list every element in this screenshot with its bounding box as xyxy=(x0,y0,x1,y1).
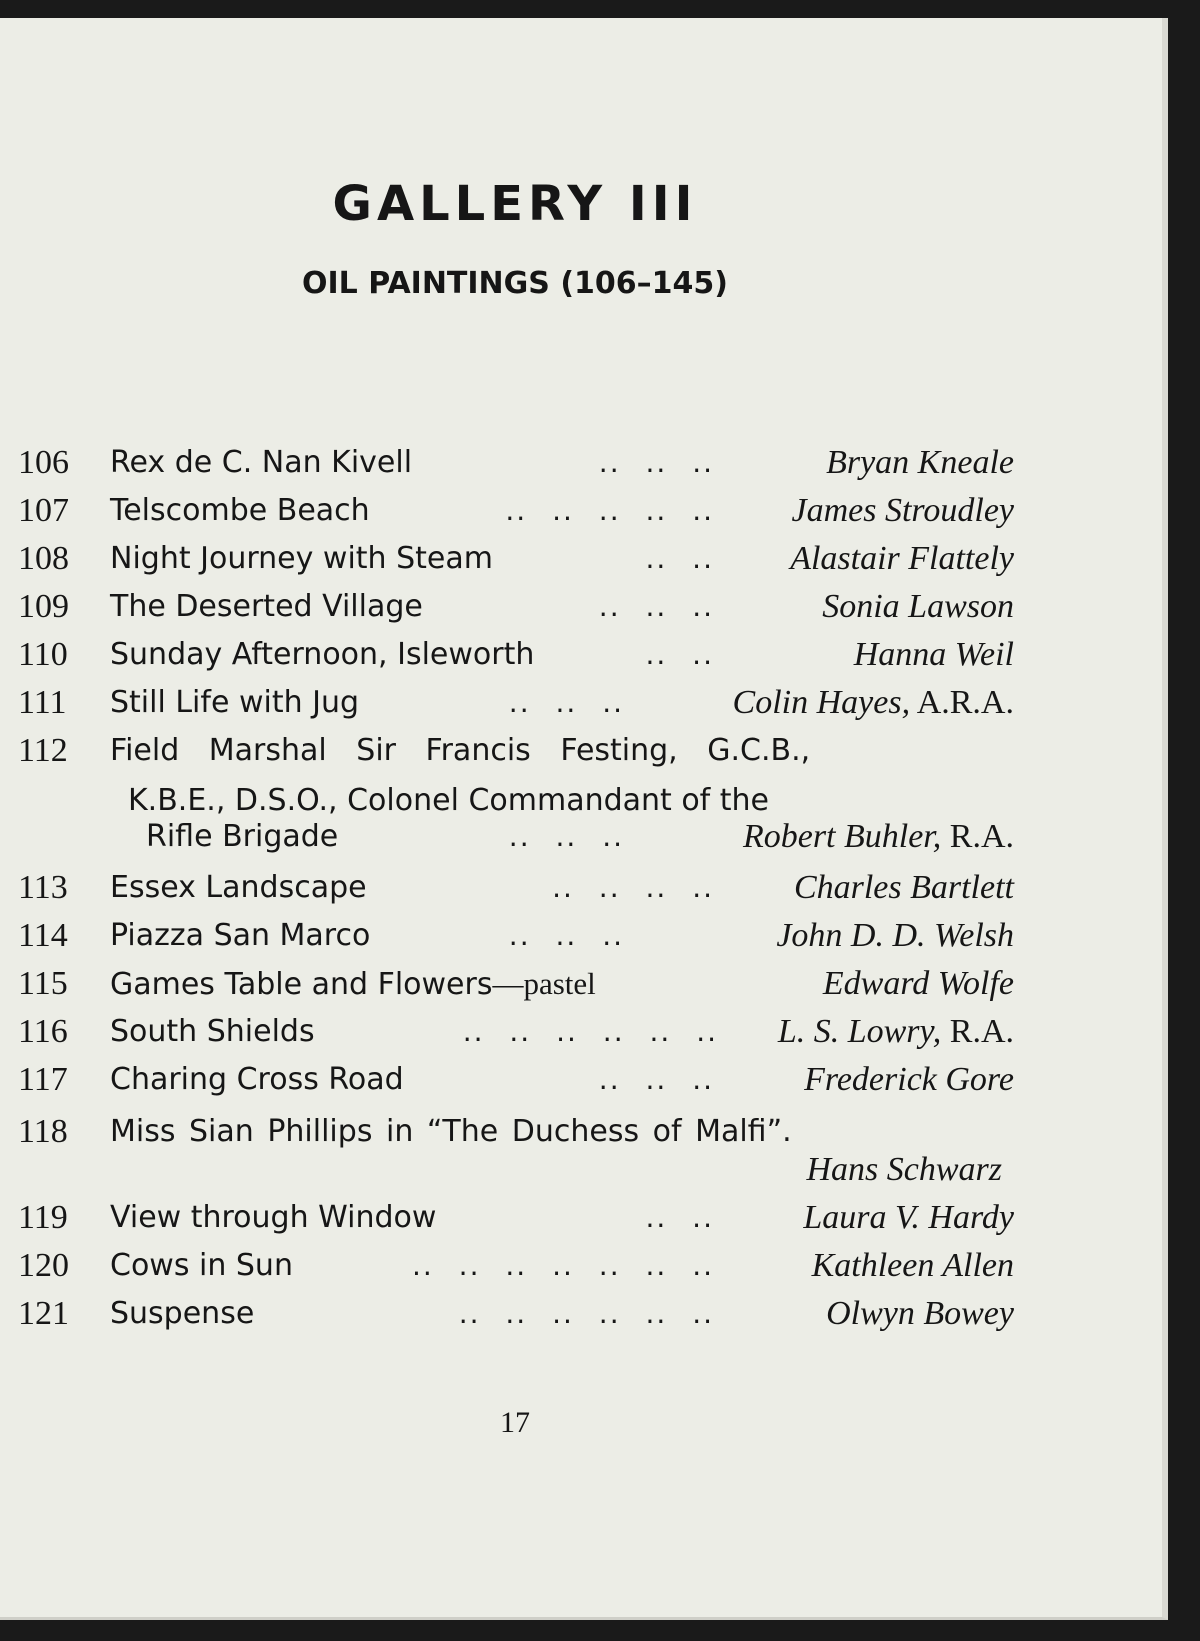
entry-number: 119 xyxy=(18,1199,68,1236)
catalogue-entry-115 xyxy=(18,960,1014,1008)
entry-artist: Alastair Flattely xyxy=(790,540,1014,577)
entry-number: 118 xyxy=(18,1113,68,1150)
leader-dots: .. .. xyxy=(645,638,714,671)
entry-number: 113 xyxy=(18,869,68,906)
entry-artist: Bryan Kneale xyxy=(826,444,1014,481)
leader-dots: .. .. xyxy=(645,542,714,575)
entry-number: 116 xyxy=(18,1013,68,1050)
entry-title-continued: Rifle Brigade xyxy=(146,819,339,854)
leader-dots: .. .. .. .. .. .. xyxy=(462,1015,718,1048)
leader-dots: .. .. .. xyxy=(598,590,714,623)
catalogue-entry-110 xyxy=(18,631,1014,679)
catalogue-entry-107 xyxy=(18,487,1014,535)
catalogue-entry-108 xyxy=(18,535,1014,583)
entry-artist: Robert Buhler, R.A. xyxy=(742,818,1014,855)
catalogue-entry-112-last-line xyxy=(18,813,1014,861)
entry-title: View through Window xyxy=(110,1200,437,1235)
entry-title: Essex Landscape xyxy=(110,870,367,905)
catalogue-entry-112 xyxy=(18,727,1014,775)
gallery-heading: GALLERY III xyxy=(332,176,698,232)
entry-title: Miss Sian Phillips in “The Duchess of Malfi”. xyxy=(110,1114,792,1149)
entry-title: The Deserted Village xyxy=(110,589,423,624)
leader-dots: .. .. .. xyxy=(508,919,624,952)
entry-number: 114 xyxy=(18,917,68,954)
entry-artist: Laura V. Hardy xyxy=(803,1199,1014,1236)
catalogue-entry-120 xyxy=(18,1242,1014,1290)
entry-title: Field Marshal Sir Francis Festing, G.C.B., xyxy=(110,733,811,768)
leader-dots: .. .. .. xyxy=(598,446,714,479)
entry-artist: Colin Hayes, A.R.A. xyxy=(732,684,1014,721)
catalogue-page xyxy=(0,18,1168,1620)
entry-artist: James Stroudley xyxy=(791,492,1014,529)
entry-title: Games Table and Flowers—pastel xyxy=(110,966,596,1002)
catalogue-entry-114 xyxy=(18,912,1014,960)
entry-number: 115 xyxy=(18,965,68,1002)
entry-medium: —pastel xyxy=(492,966,596,1001)
leader-dots: .. .. .. .. .. .. xyxy=(458,1297,714,1330)
entry-title: Telscombe Beach xyxy=(110,493,370,528)
entry-title: Rex de C. Nan Kivell xyxy=(110,445,413,480)
leader-dots: .. .. xyxy=(645,1201,714,1234)
catalogue-entry-109 xyxy=(18,583,1014,631)
entry-artist: L. S. Lowry, R.A. xyxy=(777,1013,1014,1050)
page-number: 17 xyxy=(500,1406,530,1439)
entry-artist: Hans Schwarz xyxy=(806,1151,1002,1188)
entry-number: 117 xyxy=(18,1061,68,1098)
catalogue-entry-116 xyxy=(18,1008,1014,1056)
entry-number: 121 xyxy=(18,1295,69,1332)
entry-number: 111 xyxy=(18,684,67,721)
entry-artist: Frederick Gore xyxy=(804,1061,1014,1098)
catalogue-list xyxy=(0,18,1168,1620)
entry-artist: Kathleen Allen xyxy=(811,1247,1014,1284)
catalogue-entry-113 xyxy=(18,864,1014,912)
entry-artist: Edward Wolfe xyxy=(822,965,1014,1002)
catalogue-entry-119 xyxy=(18,1194,1014,1242)
leader-dots: .. .. .. xyxy=(508,820,624,853)
entry-title: Suspense xyxy=(110,1296,255,1331)
leader-dots: .. .. .. xyxy=(508,686,624,719)
catalogue-entry-106 xyxy=(18,439,1014,487)
leader-dots: .. .. .. xyxy=(598,1063,714,1096)
entry-title: Night Journey with Steam xyxy=(110,541,493,576)
entry-artist: Charles Bartlett xyxy=(793,869,1014,906)
entry-number: 110 xyxy=(18,636,68,673)
entry-artist: John D. D. Welsh xyxy=(776,917,1014,954)
leader-dots: .. .. .. .. xyxy=(552,871,714,904)
section-subheading: OIL PAINTINGS (106–145) xyxy=(301,266,729,301)
entry-number: 112 xyxy=(18,732,68,769)
entry-number: 106 xyxy=(18,444,69,481)
entry-number: 120 xyxy=(18,1247,69,1284)
entry-artist: Hanna Weil xyxy=(853,636,1014,673)
entry-title-continued: K.B.E., D.S.O., Colonel Commandant of the xyxy=(128,783,770,818)
entry-number: 108 xyxy=(18,540,69,577)
catalogue-entry-118 xyxy=(18,1108,1014,1156)
entry-title: Charing Cross Road xyxy=(110,1062,404,1097)
entry-artist: Sonia Lawson xyxy=(822,588,1014,625)
entry-title: South Shields xyxy=(110,1014,315,1049)
leader-dots: .. .. .. .. .. .. .. xyxy=(411,1249,714,1282)
entry-number: 109 xyxy=(18,588,69,625)
entry-artist: Olwyn Bowey xyxy=(826,1295,1014,1332)
catalogue-entry-111 xyxy=(18,679,1014,727)
entry-title: Still Life with Jug xyxy=(110,685,360,720)
catalogue-entry-121 xyxy=(18,1290,1014,1338)
entry-title: Piazza San Marco xyxy=(110,918,371,953)
entry-title: Sunday Afternoon, Isleworth xyxy=(110,637,535,672)
catalogue-entry-117 xyxy=(18,1056,1014,1104)
entry-title: Cows in Sun xyxy=(110,1248,293,1283)
leader-dots: .. .. .. .. .. xyxy=(505,494,714,527)
entry-number: 107 xyxy=(18,492,69,529)
